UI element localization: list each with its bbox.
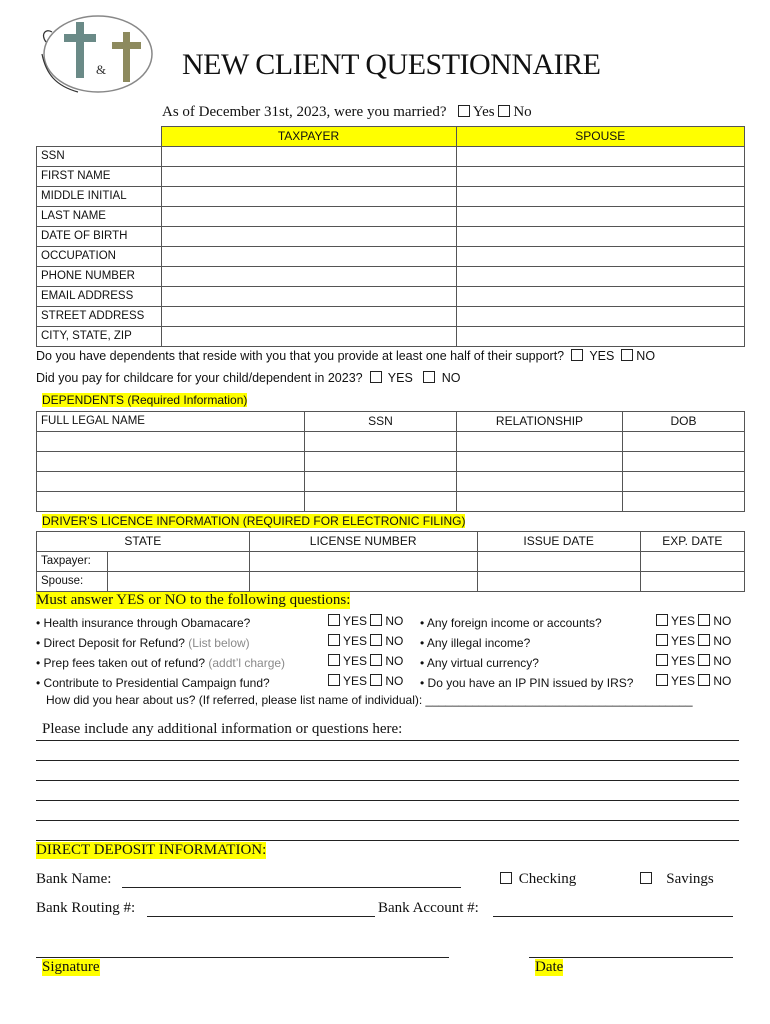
table-row: Taxpayer:	[37, 552, 745, 572]
yes-no-obamacare[interactable]: YES NO	[328, 614, 403, 628]
additional-info-line[interactable]	[36, 840, 739, 841]
yes-no-prep-fees[interactable]: YES NO	[328, 654, 403, 668]
yes-no-ip-pin[interactable]: YES NO	[656, 674, 731, 688]
account-field[interactable]	[493, 916, 733, 917]
direct-deposit-title: DIRECT DEPOSIT INFORMATION:	[36, 842, 267, 858]
question-foreign-income: • Any foreign income or accounts?	[420, 616, 602, 630]
table-row	[37, 432, 745, 452]
question-direct-deposit: • Direct Deposit for Refund? (List below)	[36, 636, 250, 650]
taxpayer-email-field[interactable]	[161, 287, 456, 307]
dependents-table: FULL LEGAL NAME SSN RELATIONSHIP DOB	[36, 411, 745, 512]
dependents-yes-checkbox[interactable]	[571, 349, 583, 361]
signature-label: Signature	[42, 959, 100, 975]
taxpayer-phone-field[interactable]	[161, 267, 456, 287]
spouse-header: SPOUSE	[456, 127, 745, 147]
client-info-table	[36, 126, 745, 347]
spouse-first-name-field[interactable]	[456, 167, 745, 187]
table-row: SSN	[37, 147, 745, 167]
childcare-no-checkbox[interactable]	[423, 371, 435, 383]
question-virtual-currency: • Any virtual currency?	[420, 656, 539, 670]
table-row: FIRST NAME	[37, 167, 745, 187]
page-title: NEW CLIENT QUESTIONNAIRE	[182, 48, 601, 81]
table-row: STREET ADDRESS	[37, 307, 745, 327]
spouse-exp-date-field[interactable]	[640, 572, 744, 592]
taxpayer-state-field[interactable]	[108, 552, 250, 572]
additional-info-line[interactable]	[36, 760, 739, 761]
bank-name-field[interactable]	[122, 887, 461, 888]
spouse-license-field[interactable]	[249, 572, 477, 592]
additional-info-line[interactable]	[36, 780, 739, 781]
table-row: MIDDLE INITIAL	[37, 187, 745, 207]
yes-no-illegal-income[interactable]: YES NO	[656, 634, 731, 648]
spouse-occupation-field[interactable]	[456, 247, 745, 267]
spouse-last-name-field[interactable]	[456, 207, 745, 227]
dependents-no-checkbox[interactable]	[621, 349, 633, 361]
taxpayer-middle-initial-field[interactable]	[161, 187, 456, 207]
must-answer-title: Must answer YES or NO to the following questions:	[36, 592, 351, 608]
table-row	[37, 492, 745, 512]
taxpayer-exp-date-field[interactable]	[640, 552, 744, 572]
heard-about-us: How did you hear about us? (If referred, please list name of individual): ________________________________________	[46, 693, 693, 707]
checking-option[interactable]: Checking	[500, 871, 576, 888]
taxpayer-street-field[interactable]	[161, 307, 456, 327]
married-question: As of December 31st, 2023, were you married? Yes No	[162, 104, 532, 120]
table-row: CITY, STATE, ZIP	[37, 327, 745, 347]
additional-info-line[interactable]	[36, 800, 739, 801]
question-ip-pin: • Do you have an IP PIN issued by IRS?	[420, 676, 634, 690]
routing-field[interactable]	[147, 916, 375, 917]
logo-ampersand: &	[96, 62, 107, 77]
dependents-question: Do you have dependents that reside with you that you provide at least one half of their support? YES NO	[36, 349, 656, 363]
question-obamacare: • Health insurance through Obamacare?	[36, 616, 251, 630]
spouse-state-field[interactable]	[108, 572, 250, 592]
taxpayer-header: TAXPAYER	[161, 127, 456, 147]
additional-info-line[interactable]	[36, 740, 739, 741]
yes-no-foreign-income[interactable]: YES NO	[656, 614, 731, 628]
signature-line[interactable]	[36, 957, 449, 958]
table-row: DATE OF BIRTH	[37, 227, 745, 247]
license-table: STATE LICENSE NUMBER ISSUE DATE EXP. DATE Taxpayer: Spouse:	[36, 531, 745, 592]
spouse-email-field[interactable]	[456, 287, 745, 307]
bank-name-label: Bank Name:	[36, 871, 112, 887]
additional-info-label: Please include any additional information or questions here:	[42, 721, 403, 737]
married-no-checkbox[interactable]	[498, 105, 510, 117]
childcare-yes-checkbox[interactable]	[370, 371, 382, 383]
table-row: Spouse:	[37, 572, 745, 592]
taxpayer-ssn-field[interactable]	[161, 147, 456, 167]
table-row: OCCUPATION	[37, 247, 745, 267]
question-presidential-fund: • Contribute to Presidential Campaign fund?	[36, 676, 270, 690]
table-row: LAST NAME	[37, 207, 745, 227]
table-row	[37, 452, 745, 472]
taxpayer-last-name-field[interactable]	[161, 207, 456, 227]
spouse-street-field[interactable]	[456, 307, 745, 327]
question-prep-fees: • Prep fees taken out of refund? (addt’l charge)	[36, 656, 286, 670]
question-illegal-income: • Any illegal income?	[420, 636, 531, 650]
additional-info-line[interactable]	[36, 820, 739, 821]
spouse-city-field[interactable]	[456, 327, 745, 347]
dependents-title: DEPENDENTS (Required Information)	[42, 393, 248, 407]
routing-label: Bank Routing #:	[36, 900, 136, 916]
table-row: PHONE NUMBER	[37, 267, 745, 287]
spouse-issue-date-field[interactable]	[477, 572, 640, 592]
savings-checkbox	[640, 872, 652, 884]
married-yes-checkbox[interactable]	[458, 105, 470, 117]
taxpayer-issue-date-field[interactable]	[477, 552, 640, 572]
date-label: Date	[535, 959, 564, 975]
spouse-dob-field[interactable]	[456, 227, 745, 247]
date-line[interactable]	[529, 957, 733, 958]
checking-checkbox	[500, 872, 512, 884]
table-row	[37, 472, 745, 492]
taxpayer-license-field[interactable]	[249, 552, 477, 572]
license-title: DRIVER'S LICENCE INFORMATION (REQUIRED FOR ELECTRONIC FILING)	[42, 514, 466, 528]
account-label: Bank Account #:	[378, 900, 479, 916]
spouse-phone-field[interactable]	[456, 267, 745, 287]
yes-no-virtual-currency[interactable]: YES NO	[656, 654, 731, 668]
yes-no-direct-deposit[interactable]: YES NO	[328, 634, 403, 648]
taxpayer-occupation-field[interactable]	[161, 247, 456, 267]
table-row: EMAIL ADDRESS	[37, 287, 745, 307]
savings-option[interactable]: Savings	[640, 871, 714, 888]
logo	[36, 14, 154, 96]
spouse-middle-initial-field[interactable]	[456, 187, 745, 207]
childcare-question: Did you pay for childcare for your child/dependent in 2023? YES NO	[36, 371, 461, 385]
taxpayer-dob-field[interactable]	[161, 227, 456, 247]
taxpayer-city-field[interactable]	[161, 327, 456, 347]
spouse-ssn-field[interactable]	[456, 147, 745, 167]
taxpayer-first-name-field[interactable]	[161, 167, 456, 187]
yes-no-presidential-fund[interactable]: YES NO	[328, 674, 403, 688]
